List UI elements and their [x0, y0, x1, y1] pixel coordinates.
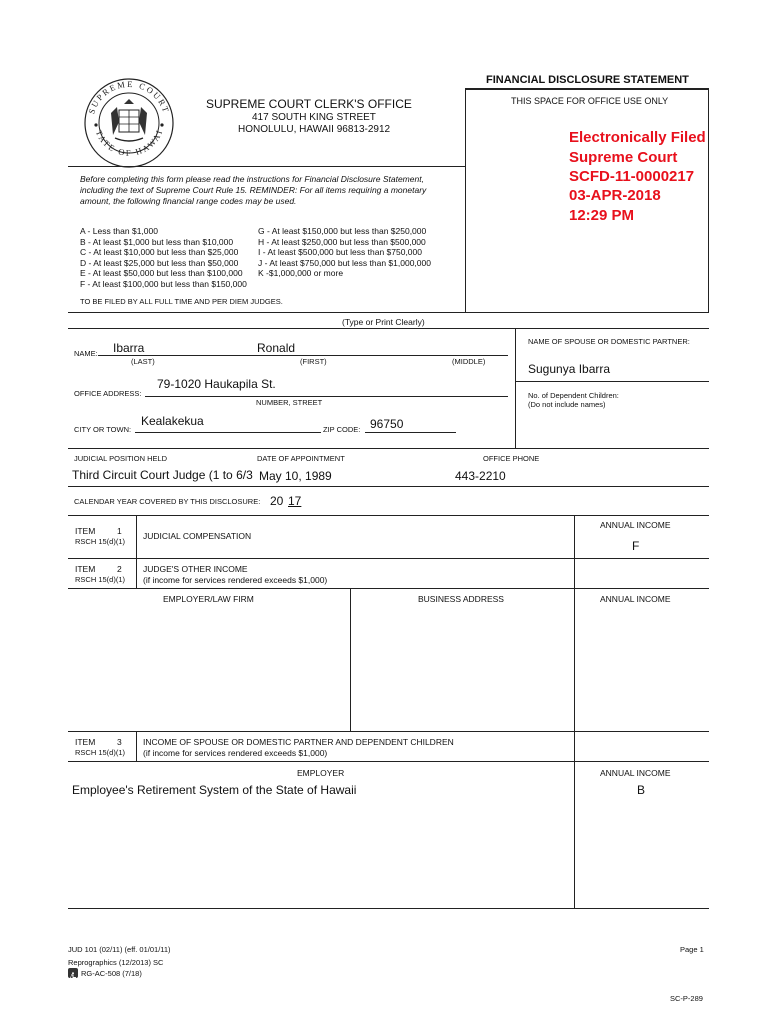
rg-code: RG-AC-508 (7/18): [81, 969, 142, 978]
annual-income-column-divider: [574, 515, 575, 908]
supreme-court-seal: [83, 77, 175, 169]
instructions-line-2: including the text of Supreme Court Rule 15. REMINDER: For all items requiring a monetary: [80, 185, 427, 195]
seal-bottom-text: TATE OF HAWAI: [93, 127, 165, 158]
item2-divider: [136, 558, 137, 588]
item2-title: JUDGE'S OTHER INCOME: [143, 564, 248, 574]
item2-subtitle: (if income for services rendered exceeds $1,000): [143, 575, 328, 585]
type-print-note: (Type or Print Clearly): [342, 317, 425, 327]
item2-header-rule: [68, 588, 709, 589]
position-field[interactable]: Third Circuit Court Judge (1 to 6/3: [72, 468, 253, 482]
range-codes-left: [80, 226, 247, 290]
office-city: HONOLULU, HAWAII 96813-2912: [238, 124, 391, 135]
appointment-date-field[interactable]: May 10, 1989: [259, 469, 332, 483]
reprographics-note: Reprographics (12/2013) SC: [68, 958, 164, 967]
last-label: (LAST): [131, 357, 155, 366]
spouse-underline: [515, 381, 709, 382]
item3-number: 3: [117, 737, 122, 747]
last-name-field[interactable]: Ibarra: [113, 341, 145, 355]
item2-column-divider: [350, 588, 351, 731]
section-divider: [68, 312, 466, 313]
zip-field[interactable]: 96750: [370, 417, 404, 431]
personal-top-rule: [68, 328, 709, 329]
stamp-line-3: SCFD-11-0000217: [569, 168, 695, 185]
office-street: 417 SOUTH KING STREET: [252, 112, 376, 123]
item1-annual-income-label: ANNUAL INCOME: [600, 520, 671, 530]
office-address-label: OFFICE ADDRESS:: [74, 389, 142, 398]
range-code: F - At least $100,000 but less than $150,000: [80, 278, 247, 289]
item1-divider: [136, 515, 137, 558]
first-name-field[interactable]: Ronald: [257, 341, 296, 355]
office-use-label: THIS SPACE FOR OFFICE USE ONLY: [511, 96, 669, 106]
employer-header: EMPLOYER: [297, 768, 345, 778]
city-label: CITY OR TOWN:: [74, 425, 132, 434]
range-code: I - At least $500,000 but less than $750,000: [258, 247, 422, 258]
phone-field[interactable]: 443-2210: [455, 469, 506, 483]
name-underline: [98, 355, 508, 356]
item1-label: ITEM: [75, 526, 96, 536]
item1-bottom-rule: [68, 558, 709, 559]
item3-title: INCOME OF SPOUSE OR DOMESTIC PARTNER AND DEPENDENT CHILDREN: [143, 737, 454, 747]
seal-top-text: SUPREME COURT: [86, 78, 172, 116]
range-codes-right: [258, 226, 431, 279]
position-top-rule: [68, 448, 709, 449]
business-address-header: BUSINESS ADDRESS: [418, 594, 504, 604]
accessibility-icon: [68, 968, 78, 978]
office-use-box-left: [465, 88, 466, 312]
item3-header-rule: [68, 761, 709, 762]
stamp-line-5: 12:29 PM: [569, 207, 635, 224]
items-bottom-rule: [68, 908, 709, 909]
item2-rsch: RSCH 15(d)(1): [75, 575, 126, 584]
instructions-top-rule: [68, 166, 466, 167]
item3-divider: [136, 731, 137, 761]
range-code: G - At least $150,000 but less than $250,000: [258, 226, 427, 236]
name-label: NAME:: [74, 349, 98, 358]
first-label: (FIRST): [300, 357, 327, 366]
judicial-position-label: JUDICIAL POSITION HELD: [74, 454, 168, 463]
item2-annual-income-header: ANNUAL INCOME: [600, 594, 671, 604]
stamp-line-4: 03-APR-2018: [569, 187, 661, 204]
item1-rsch: RSCH 15(d)(1): [75, 537, 126, 546]
dependents-note: (Do not include names): [528, 400, 606, 409]
spouse-name-field[interactable]: Sugunya Ibarra: [528, 362, 611, 376]
instructions-line-1: Before completing this form please read the instructions for Financial Disclosure Statement,: [80, 174, 424, 184]
stamp-line-1: Electronically Filed: [569, 129, 706, 146]
form-title: FINANCIAL DISCLOSURE STATEMENT: [486, 74, 689, 86]
range-code: J - At least $750,000 but less than $1,000,000: [258, 257, 431, 268]
item3-income-field[interactable]: B: [637, 783, 646, 797]
number-street-label: NUMBER, STREET: [256, 398, 323, 407]
filing-note: TO BE FILED BY ALL FULL TIME AND PER DIEM JUDGES.: [80, 297, 283, 306]
page-number: Page 1: [680, 945, 704, 954]
position-bottom-rule: [68, 486, 709, 487]
date-appointment-label: DATE OF APPOINTMENT: [257, 454, 345, 463]
item2-bottom-rule: [68, 731, 709, 732]
year-prefix: 20: [270, 494, 284, 508]
year-field[interactable]: 17: [288, 494, 302, 508]
range-code: E - At least $50,000 but less than $100,000: [80, 268, 243, 279]
zip-underline: [365, 432, 456, 433]
items-top-rule: [68, 515, 709, 516]
range-code: H - At least $250,000 but less than $500,000: [258, 236, 426, 247]
city-field[interactable]: Kealakekua: [141, 414, 204, 428]
office-phone-label: OFFICE PHONE: [483, 454, 540, 463]
title-underline: [466, 88, 709, 90]
street-underline: [145, 396, 508, 397]
item2-number: 2: [117, 564, 122, 574]
stamp-line-2: Supreme Court: [569, 149, 678, 166]
range-code: K -$1,000,000 or more: [258, 268, 344, 279]
zip-label: ZIP CODE:: [323, 425, 361, 434]
range-code: B - At least $1,000 but less than $10,000: [80, 236, 234, 247]
item1-number: 1: [117, 526, 122, 536]
range-code: C - At least $10,000 but less than $25,000: [80, 247, 239, 258]
item3-subtitle: (if income for services rendered exceeds $1,000): [143, 748, 328, 758]
item2-label: ITEM: [75, 564, 96, 574]
office-use-box-bottom: [465, 312, 709, 313]
item3-annual-income-header: ANNUAL INCOME: [600, 768, 671, 778]
range-code: A - Less than $1,000: [80, 226, 158, 236]
spouse-box-divider: [515, 328, 516, 448]
office-name: SUPREME COURT CLERK'S OFFICE: [206, 97, 412, 111]
calendar-year-label: CALENDAR YEAR COVERED BY THIS DISCLOSURE:: [74, 497, 261, 506]
spouse-label: NAME OF SPOUSE OR DOMESTIC PARTNER:: [528, 337, 690, 346]
city-underline: [135, 432, 321, 433]
item3-employer-field[interactable]: Employee's Retirement System of the State of Hawaii: [72, 783, 357, 797]
office-use-box-right: [708, 88, 709, 312]
employer-law-firm-header: EMPLOYER/LAW FIRM: [163, 594, 254, 604]
item1-title: JUDICIAL COMPENSATION: [143, 531, 252, 541]
instructions-text: [80, 174, 426, 207]
item1-income-field[interactable]: F: [632, 539, 640, 553]
street-field[interactable]: 79-1020 Haukapila St.: [157, 377, 276, 391]
instructions-line-3: amount, the following financial range codes may be used.: [80, 196, 297, 206]
sc-code: SC-P-289: [670, 994, 703, 1003]
middle-label: (MIDDLE): [452, 357, 486, 366]
dependents-label: No. of Dependent Children:: [528, 391, 619, 400]
item3-label: ITEM: [75, 737, 96, 747]
item3-rsch: RSCH 15(d)(1): [75, 748, 126, 757]
range-code: D - At least $25,000 but less than $50,000: [80, 257, 239, 268]
form-id: JUD 101 (02/11) (eff. 01/01/11): [68, 945, 171, 954]
